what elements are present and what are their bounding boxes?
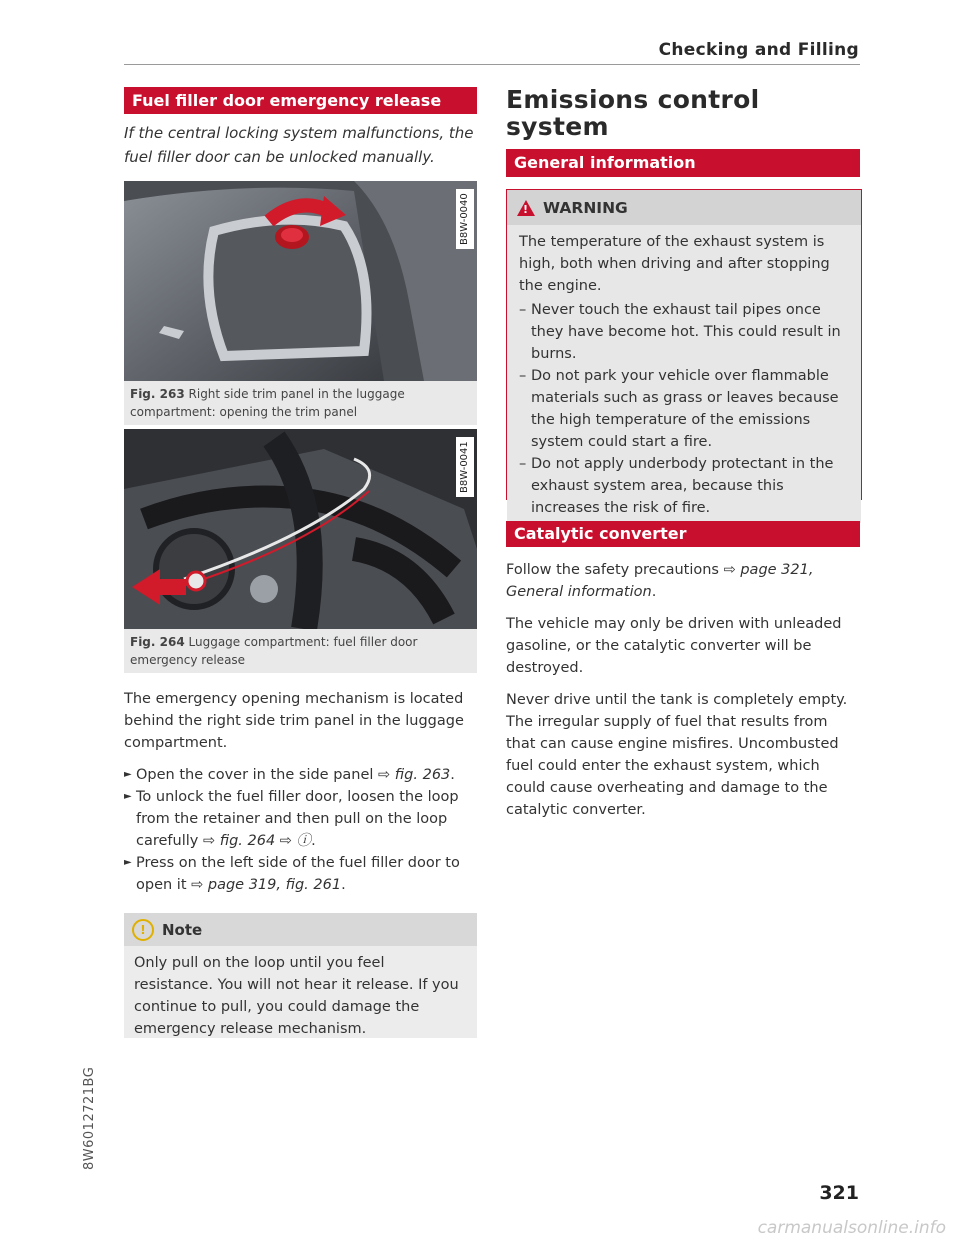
figure-264-code: B8W-0041 [456,437,474,497]
fig-263-link[interactable]: ⇨ fig. 263 [378,767,451,783]
figure-263-caption [124,381,477,425]
warning-body [507,225,861,523]
warning-text: The temperature of the exhaust system is high, both when driving and after stopping the engine. [519,234,830,294]
header-rule [124,64,860,65]
warning-item: – Never touch the exhaust tail pipes once they have become hot. This could result in burns. [519,302,841,362]
watermark: carmanualsonline.info [757,1218,946,1238]
figure-264-caption [124,629,477,673]
fuel-door-heading: Fuel filler door emergency release [124,87,477,114]
warning-item: – Do not park your vehicle over flammable materials such as grass or leaves because the high temperature of the emissions system could start a fire. [519,368,839,450]
general-info-heading: General information [506,149,860,177]
body-paragraph: The emergency opening mechanism is located behind the right side trim panel in the luggage compartment. [124,691,464,751]
note-text: Only pull on the loop until you feel resistance. You will not hear it release. If you continue to pull, you could damage the emergency release mechanism. [134,955,459,1037]
figure-264-caption-text: Luggage compartment: fuel filler door emergency release [130,635,418,667]
warning-header [507,190,861,225]
warning-box [506,189,862,516]
info-icon: ! [132,919,154,941]
step-3: ► Press on the left side of the fuel filler door to open it ⇨ page 319, fig. 261. [124,855,460,893]
fig-264-link[interactable]: ⇨ fig. 264 ⇨ ⓘ [202,833,312,849]
warning-title: WARNING [543,198,628,217]
catalytic-heading: Catalytic converter [506,521,860,547]
step-1: ► Open the cover in the side panel ⇨ fig. 263. [124,767,455,783]
fuel-door-intro: If the central locking system malfunctions, the fuel filler door can be unlocked manually. [124,124,474,166]
note-box [124,913,477,1038]
note-header [124,913,477,946]
figure-263-caption-text: Right side trim panel in the luggage compartment: opening the trim panel [130,387,405,419]
figure-263-code: B8W-0040 [456,189,474,249]
note-title: Note [162,920,203,939]
warning-item: – Do not apply underbody protectant in the exhaust system area, because this increases the risk of fire. [519,456,834,516]
figure-263-image [124,181,477,381]
fuel-door-body [124,688,477,896]
page-319-link[interactable]: ⇨ page 319, fig. 261 [191,877,342,893]
figure-264-image [124,429,477,629]
emissions-title: Emissions control system [506,85,760,141]
catalytic-paragraph-1: Follow the safety precautions ⇨ page 321, General information. [506,562,814,600]
section-title: Checking and Filling [658,40,859,60]
figure-263-label: Fig. 263 [130,387,185,401]
catalytic-paragraph-2: The vehicle may only be driven with unleaded gasoline, or the catalytic converter will be destroyed. [506,616,842,676]
catalytic-paragraph-3: Never drive until the tank is completely empty. The irregular supply of fuel that results from that can cause engine misfires. Uncombusted fuel could enter the exhaust system, which could cause overheating and damage to the catalytic converter. [506,692,848,818]
figure-264-label: Fig. 264 [130,635,185,649]
catalytic-body [506,559,860,831]
step-2: ► To unlock the fuel filler door, loosen the loop from the retainer and then pull on the loop carefully ⇨ fig. 264 ⇨ ⓘ. [124,789,459,849]
page-321-link[interactable]: ⇨ page 321, General information [506,562,814,600]
document-code: 8W6012721BG [82,1066,97,1170]
warning-triangle-icon: ! [517,200,535,216]
page-number: 321 [819,1182,859,1204]
